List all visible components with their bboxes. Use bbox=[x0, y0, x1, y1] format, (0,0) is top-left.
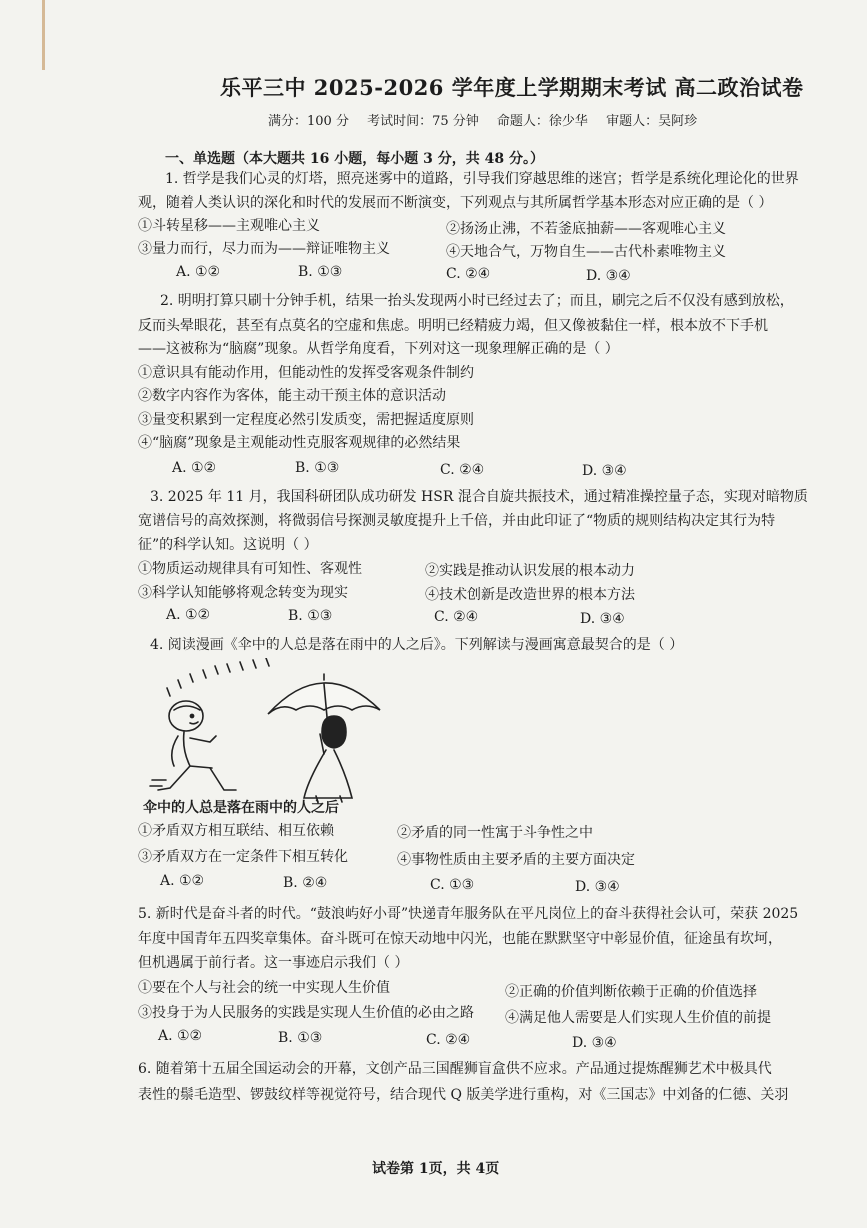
q1-statement-3: ③量力而行，尽力而为——辩证唯物主义 bbox=[138, 241, 390, 257]
q3-statement-3: ③科学认知能够将观念转变为现实 bbox=[138, 585, 348, 601]
exam-meta bbox=[268, 110, 711, 129]
q1-statement-1: ①斗转星移——主观唯心主义 bbox=[138, 218, 320, 234]
q4-statement-4: ④事物性质由主要矛盾的主要方面决定 bbox=[397, 852, 635, 868]
full-score: 满分：100 分 bbox=[268, 114, 349, 129]
q4-statement-2: ②矛盾的同一性寓于斗争性之中 bbox=[397, 825, 593, 841]
q3-option-b: B. ①③ bbox=[288, 608, 333, 624]
q6-stem-line-1: 6. 随着第十五届全国运动会的开幕，文创产品三国醒狮盲盒供不应求。产品通过提炼醒狮艺术中极具代 bbox=[138, 1061, 772, 1077]
section-heading: 一、单选题（本大题共 16 小题，每小题 3 分，共 48 分。） bbox=[165, 151, 544, 167]
q1-option-d: D. ③④ bbox=[586, 268, 631, 284]
q4-stem: 4. 阅读漫画《伞中的人总是落在雨中的人之后》。下列解读与漫画寓意最契合的是（ ） bbox=[150, 637, 684, 653]
cartoon-umbrella-illustration bbox=[148, 658, 398, 803]
q3-statement-1: ①物质运动规律具有可知性、客观性 bbox=[138, 561, 362, 577]
q2-option-a: A. ①② bbox=[172, 460, 217, 476]
q2-statement-3: ③量变积累到一定程度必然引发质变，需把握适度原则 bbox=[138, 412, 474, 428]
q1-option-b: B. ①③ bbox=[298, 264, 343, 280]
q3-statement-4: ④技术创新是改造世界的根本方法 bbox=[425, 587, 635, 603]
q5-statement-3: ③投身于为人民服务的实践是实现人生价值的必由之路 bbox=[138, 1005, 474, 1021]
q1-statement-4: ④天地合气，万物自生——古代朴素唯物主义 bbox=[446, 244, 726, 260]
q4-option-d: D. ③④ bbox=[575, 879, 620, 895]
q2-statement-2: ②数字内容作为客体，能主动干预主体的意识活动 bbox=[138, 388, 446, 404]
q2-statement-1: ①意识具有能动作用，但能动性的发挥受客观条件制约 bbox=[138, 365, 474, 381]
q5-option-d: D. ③④ bbox=[572, 1035, 617, 1051]
q1-stem-line-2: 观，随着人类认识的深化和时代的发展而不断演变，下列观点与其所属哲学基本形态对应正确的是（ ） bbox=[138, 195, 773, 211]
q4-option-c: C. ①③ bbox=[430, 877, 475, 893]
setter: 命题人：徐少华 bbox=[496, 114, 588, 129]
q3-option-a: A. ①② bbox=[166, 607, 211, 623]
q4-option-b: B. ②④ bbox=[283, 875, 328, 891]
q2-statement-4: ④“脑腐”现象是主观能动性克服客观规律的必然结果 bbox=[138, 435, 461, 451]
exam-title: 乐平三中 2025-2026 学年度上学期期末考试 高二政治试卷 bbox=[220, 75, 804, 100]
q3-stem-line-3: 征”的科学认知。这说明（ ） bbox=[138, 537, 318, 553]
q3-statement-2: ②实践是推动认识发展的根本动力 bbox=[425, 563, 635, 579]
q2-stem-line-2: 反而头晕眼花，甚至有点莫名的空虚和焦虑。明明已经精疲力竭，但又像被黏住一样，根本放不下手机 bbox=[138, 318, 768, 334]
q5-stem-line-2: 年度中国青年五四奖章集体。奋斗既可在惊天动地中闪光，也能在默默坚守中彰显价值，征途虽有坎坷， bbox=[138, 931, 782, 947]
q1-option-c: C. ②④ bbox=[446, 266, 491, 282]
q4-option-a: A. ①② bbox=[160, 873, 205, 889]
q5-statement-4: ④满足他人需要是人们实现人生价值的前提 bbox=[505, 1010, 771, 1026]
q5-option-a: A. ①② bbox=[158, 1028, 203, 1044]
reviewer: 审题人：吴阿珍 bbox=[606, 114, 698, 129]
q5-stem-line-3: 但机遇属于前行者。这一事迹启示我们（ ） bbox=[138, 955, 409, 971]
q2-stem-line-1: 2. 明明打算只刷十分钟手机，结果一抬头发现两小时已经过去了；而且，刷完之后不仅没有感到放松， bbox=[160, 293, 794, 309]
q3-stem-line-1: 3. 2025 年 11 月，我国科研团队成功研发 HSR 混合自旋共振技术，通过精准操控量子态，实现对暗物质 bbox=[150, 489, 808, 505]
q2-option-d: D. ③④ bbox=[582, 463, 627, 479]
q1-stem-line-1: 1. 哲学是我们心灵的灯塔，照亮迷雾中的道路，引导我们穿越思维的迷宫；哲学是系统化理论化的世界 bbox=[165, 171, 799, 187]
page-footer: 试卷第 1页，共 4页 bbox=[372, 1161, 500, 1177]
exam-time: 考试时间：75 分钟 bbox=[367, 114, 479, 129]
q5-statement-1: ①要在个人与社会的统一中实现人生价值 bbox=[138, 980, 390, 996]
q2-option-b: B. ①③ bbox=[295, 460, 340, 476]
q5-option-b: B. ①③ bbox=[278, 1030, 323, 1046]
q3-stem-line-2: 宽谱信号的高效探测，将微弱信号探测灵敏度提升上千倍，并由此印证了“物质的规则结构决定其行为特 bbox=[138, 513, 776, 529]
cartoon-caption: 伞中的人总是落在雨中的人之后 bbox=[143, 800, 339, 816]
q4-statement-3: ③矛盾双方在一定条件下相互转化 bbox=[138, 849, 348, 865]
q5-option-c: C. ②④ bbox=[426, 1032, 471, 1048]
q1-statement-2: ②扬汤止沸，不若釜底抽薪——客观唯心主义 bbox=[446, 221, 726, 237]
q2-stem-line-3: ——这被称为“脑腐”现象。从哲学角度看，下列对这一现象理解正确的是（ ） bbox=[138, 341, 619, 357]
q3-option-c: C. ②④ bbox=[434, 609, 479, 625]
q5-stem-line-1: 5. 新时代是奋斗者的时代。“鼓浪屿好小哥”快递青年服务队在平凡岗位上的奋斗获得社会认可，荣获 2025 bbox=[138, 906, 799, 922]
q1-option-a: A. ①② bbox=[176, 264, 221, 280]
q3-option-d: D. ③④ bbox=[580, 611, 625, 627]
q4-statement-1: ①矛盾双方相互联结、相互依赖 bbox=[138, 823, 334, 839]
q2-option-c: C. ②④ bbox=[440, 462, 485, 478]
paper-edge-mark bbox=[42, 0, 45, 70]
q5-statement-2: ②正确的价值判断依赖于正确的价值选择 bbox=[505, 984, 757, 1000]
q6-stem-line-2: 表性的鬃毛造型、锣鼓纹样等视觉符号，结合现代 Q 版美学进行重构，对《三国志》中刘备的仁德、关羽 bbox=[138, 1087, 789, 1103]
